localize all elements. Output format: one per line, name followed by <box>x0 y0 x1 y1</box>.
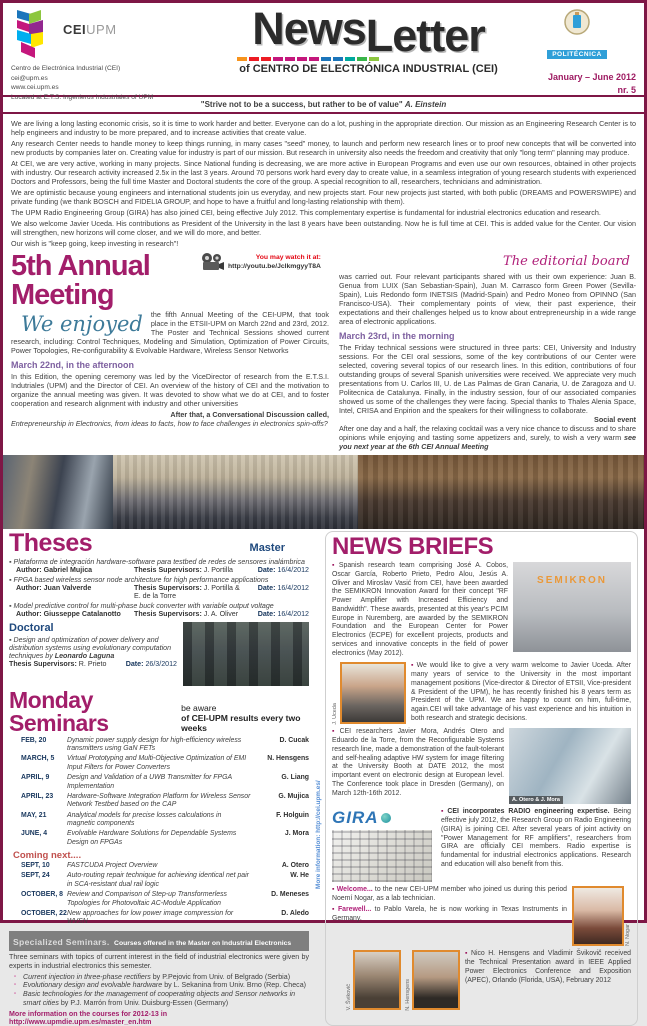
seminar-date: APRIL, 9 <box>21 774 50 781</box>
social-text-italic: see you next year at the 6th CEI Annual Meeting <box>339 433 636 451</box>
specialized-bar-title: Specialized Seminars. <box>13 936 110 947</box>
carried-out-text: was carried out. Four relevant participants shared with us their own experience: Juan B. Genua from LUIX (San Sebastian-Spain), Juan M. Carrasco form Green Power (Sevilla-Spain), Luis Redondo form INETSIS (Madrid-Spain) and Pedro Moneo from OPINNO (San Francisco-USA). Their complementary points of view, their past experience, their expectations and their challenges helped us to know about entrepreneurship in a wide range area of electronic applications. <box>339 272 636 326</box>
brief-text-body: We would like to give a very warm welcome to Javier Uceda. After many years of service to the University in the most important management positions (Vice-director & Director of ETSII, Vice-president & President of the UPM), he has recently finished his 8 years term as President of the UPM. We are happy to count on him, full-time, again.CEI will take advantage of his vast experience and his intuition in both research and strategic decisions. <box>411 662 631 723</box>
specialized-seminars-bar <box>9 931 309 951</box>
nogar-portrait-photo <box>572 886 624 946</box>
doctoral-defense-photo <box>183 622 309 686</box>
thesis-title: ▪ Plataforma de integración hardware-software para testbed de redes de sensores inalámbrica <box>9 558 305 566</box>
courses-more-info-link[interactable]: More information on the courses for 2012-13 in http://www.upmdie.upm.es/master_en.htm <box>9 1010 168 1026</box>
seminar-speaker: F. Holguin <box>276 811 309 819</box>
upm-crest-icon <box>564 8 590 38</box>
seminar-speaker: D. Meneses <box>271 890 309 898</box>
date-label: Date: <box>125 660 144 668</box>
bottom-left-column <box>9 531 321 1026</box>
news-briefs-box <box>325 531 638 1026</box>
seminar-title: Hardware-Software Integration Platform for Wireless Sensor Network Testbed based on the CAP <box>67 792 251 809</box>
title-news: News <box>252 3 366 54</box>
intro-paragraph: We are living a long lasting economic crisis, so it is time to work harder and better. Everyone can do a lot, pushing in the appropriate direction. Our mission as an Engineering Research Center is to help engineers and industry to be more prepared, and to increase activities that create value. <box>11 119 636 137</box>
brief-text-body: Being effective july 2012, the Research Group on Radio Engineering (GIRA) is joining CEI. After several years of joint activity on "Power Management for RF amplifiers", researchers from GIRA are officially CEI members. Radio expertise is fundamental for industrial electronics applications. Research and education will also benefit from this. <box>441 808 631 869</box>
thesis-supervisors: J. A. Oliver <box>203 610 239 618</box>
org-line: Located at E.T.S. Ingenieros Industriales of UPM <box>11 93 154 101</box>
thesis-date: 16/4/2012 <box>277 610 309 618</box>
seminar-title: Review and Comparison of Step-up Transformerless Topologies for Photovoltaic AC-Module Application <box>67 890 227 907</box>
seminar-date: OCTOBER, 8 <box>21 890 63 898</box>
bottom-section <box>3 529 644 1026</box>
seminar-date: SEPT, 24 <box>21 872 50 880</box>
specialized-intro: Three seminars with topics of current interest in the field of industrial electronics were given by experts in industrial electronics this semester. <box>9 952 309 970</box>
doctoral-block <box>9 620 309 686</box>
discussion-title: Entrepreneurship in Electronics, from ideas to facts, how to face challenges in electronics spin-offs? <box>11 419 328 428</box>
master-label: Master <box>249 542 285 554</box>
news-brief-semikron <box>332 562 631 658</box>
svikovic-portrait-photo <box>353 950 401 1010</box>
specialized-item: ▫ Evolutionary design and evolvable hardware by L. Sekanina from Univ. Brno (Rep. Checa) <box>14 981 307 990</box>
svikovic-photo-label: V. Švikovič <box>346 984 352 1011</box>
photo-strip <box>3 455 644 529</box>
seminar-title: Auto-routing repair technique for achieving identical net pair in SCA-resistant dual rail logic <box>67 872 249 888</box>
seminar-speaker: G. Mujica <box>278 792 309 800</box>
specialized-item: ▫ Current injection in three-phase rectifiers by P.Pejovic from Univ. of Belgrado (Serbia) <box>14 972 291 981</box>
seminar-title: Virtual Prototyping and Multi-Objective Optimization of EMI Input Filters for Power Converters <box>67 755 247 771</box>
social-event-text <box>339 424 636 451</box>
seminar-speaker: J. Mora <box>284 830 309 838</box>
specialized-item: ▫ Basic technologies for the management of cooperating objects and Sensor networks in smart cities by P.J. Marrón from Univ. Duisburg-Essen (Germany) <box>14 990 296 1008</box>
author-label: Author: <box>16 584 42 592</box>
supervisors-label: Thesis Supervisors: <box>134 566 202 574</box>
date-booth-photo <box>509 728 631 804</box>
doctoral-author: Leonardo Laguna <box>54 652 115 660</box>
issue-info <box>518 71 636 96</box>
header-left <box>11 8 219 101</box>
social-text: After one day and a half, the relaxing cocktail was a very nice chance to discuss and to share opinions while enjoying and tasting some appetizers and, surely, to wish a very warm <box>339 424 636 442</box>
thesis-title-text: FPGA based wireless sensor node architecture for high performance applications <box>13 576 269 584</box>
quote-author: A. Einstein <box>404 100 447 109</box>
specialized-item-title: Current injection in three-phase rectifiers <box>23 972 151 981</box>
intro-paragraph: At CEI, we are very active, working in many projects. Since National funding is decreasing, we are more active in European Programs and even use our own resources, obtained in other projects with industry. Our research activity increased 2.5x in the last 3 years. Around 70 persons work hard every day to create value, in a seamless integration of young research students with experienced Doctors and Professors, being the full time Master and Doctoral students the core of the group. A special recognition to all, researchers, technicians and administration. <box>11 159 636 186</box>
intro-paragraph: The UPM Radio Engineering Group (GIRA) has also joined CEI, being effective July 2012. This complementary expertise is fundamental for industrial electronics education and research. <box>11 208 601 217</box>
annual-meeting-title: 5th Annual Meeting <box>11 250 150 311</box>
seminar-speaker: D. Cucak <box>279 736 309 744</box>
specialized-item-title: Evolutionary design and evolvable hardware <box>23 981 163 990</box>
specialized-bar-subtitle: Courses offered in the Master on Industrial Electronics <box>114 939 292 947</box>
logo-cei-text: CEI <box>63 22 87 37</box>
gira-images-block <box>332 808 436 882</box>
brief-text: ▪ We would like to give a very warm welcome to Javier Uceda. After many years of service to the University in the most important management positions (Vice-director & Director of ETSII, Vice-president & President of the UPM), he has recently finished his 8 years term as President of the UPM. We are happy to count on him, full-time, again.CEI will take advantage of his vast experience and his intuition in both research and strategic decisions. <box>411 662 631 723</box>
seminar-title: FASTCUDA Project Overview <box>67 862 158 869</box>
gira-logo <box>332 808 436 828</box>
coming-next-heading: Coming next.... <box>13 849 82 861</box>
seminar-date: MARCH, 5 <box>21 755 55 763</box>
award-photos-block <box>346 950 460 1010</box>
seminar-speaker: W. He <box>290 872 309 880</box>
seminar-row <box>9 910 309 927</box>
semikron-photo-caption: SEMIKRON <box>537 575 607 586</box>
intro-paragraph: We also welcome Javier Uceda. His contributions as President of the University in the last 8 years have been outstanding. Now he is full time at CEI. This is added value for the Center. Our vision will strengthen, new horizons will come closer, and we will do more, and better. <box>11 219 636 237</box>
seminar-speaker: D. Aledo <box>281 909 309 917</box>
politecnica-badge: POLITÉCNICA <box>547 50 607 59</box>
logo-upm-text: UPM <box>86 22 117 37</box>
thesis-title-text: Model predictive control for multi-phase buck converter with variable output voltage <box>13 602 274 610</box>
author-label: Author: <box>16 566 42 574</box>
seminar-speaker: A. Otero <box>281 862 309 869</box>
seminar-row <box>9 862 309 871</box>
thesis-author: Juan Valverde <box>43 584 92 592</box>
cei-upm-logo-icon <box>11 8 57 60</box>
seminar-row <box>9 737 309 754</box>
hensgens-portrait-photo <box>412 950 460 1010</box>
gira-globe-icon <box>381 813 391 823</box>
org-website[interactable]: www.cei.upm.es <box>11 84 59 92</box>
header <box>3 3 644 101</box>
editorial-intro <box>3 114 644 251</box>
org-address <box>11 64 219 102</box>
news-brief-uceda <box>332 662 631 724</box>
intro-paragraph: We are optimistic because young engineers and international students join us everyday, and new projects start. Four new projects just started, with both public (DREAMS and POWERSWIPE) and private funding (we thank BOSCH and FIDELIA GROUP, and hope to have a fruitful and long-lasting relationship with them). <box>11 188 636 206</box>
seminar-title: Analytical models for precise losses calculations in magnetic components <box>67 811 222 828</box>
uceda-portrait-photo <box>340 662 406 724</box>
tagline-results: of CEI-UPM results every two weeks <box>181 713 301 734</box>
social-event-heading: Social event <box>594 415 636 424</box>
seminar-title: New approaches for low power image compression for WVSN <box>67 909 234 926</box>
supervisors-label: Thesis Supervisors: <box>134 610 202 618</box>
seminar-title: Evolvable Hardware Solutions for Dependable Systems Design on FPGAs <box>67 830 237 846</box>
seminar-row <box>9 774 309 791</box>
brief-text: ▪ Nico H. Hensgens and Vladimir Švikovič received the Technical Presentation award in IEEE Applied Power Electronics Conference and Exposition (APEC), Orlando (Florida, USA), February 2012 <box>465 950 631 984</box>
semikron-award-photo <box>513 562 631 652</box>
nogar-photo-label: N. Nogar <box>625 924 631 947</box>
we-enjoyed-script: We enjoyed <box>21 312 143 336</box>
date-label: Date: <box>257 566 276 574</box>
farewell-lead: Farewell... <box>337 905 372 913</box>
intro-paragraph: Our wish is "keep going, keep investing in research"! <box>11 239 179 248</box>
thesis-supervisors: J. Portilla & E. de la Torre <box>134 584 240 600</box>
march23-heading: March 23rd, in the morning <box>339 331 455 341</box>
monday-seminars-title: Monday Seminars <box>9 687 109 736</box>
author-label: Author: <box>16 610 42 618</box>
march23-text: The Friday technical sessions were structured in three parts: CEI, University and Industry sessions. For the CEI oral sessions, some of the key contributions of our Center were selected, covering several topics of our research lines. In this edition, contributions of four outstanding groups of several Spanish universities were received. We appreciate very much presentations from U. Carlos III, U. de Las Palmas de Gran Canaria, U. de Zaragoza and U. Politecnica de Catalunya. Finally, in the industry session, four of our associated companies showed us some of the challenges they were facing. Special thanks to Thales Alenia Space, Intel, CRISA and Enpirion and the speakers for their willingness to collaborate. <box>339 343 636 415</box>
brief-text: ▪ CEI incorporates RADIO engineering expertise. Being effective july 2012, the Research Group on Radio Engineering (GIRA) is joining CEI. After several years of joint activity on "Power Management for RF amplifiers", researchers from GIRA are officially CEI members. Radio expertise is fundamental for industrial electronics applications. Research and education will also benefit from this. <box>441 808 631 869</box>
brief-text-body: to the new CEI-UPM member who joined us during this period Noemí Nogar, as a lab technician. <box>332 886 567 903</box>
auditorium-photo <box>358 455 644 529</box>
specialized-item-detail: by L. Sekanina from Univ. Brno (Rep. Checa) <box>164 981 307 990</box>
annual-intro-text: the fifth Annual Meeting of the CEI-UPM, that took place in the ETSII-UPM on March 22nd and 23rd, 2012. The Poster and Technical Sessions showed current research, including: Control Techniques, Modeling and Simulation, Optimization of Power Circuits, Power Topologies, Re-configurability & Evolvable Hardware, Wireless Sensor Networks <box>11 310 329 355</box>
tagline-be-aware: be aware <box>181 703 217 714</box>
seminar-date: FEB, 20 <box>21 736 47 744</box>
specialized-item-detail: by P.J. Marrón from Univ. Duisburg-Essen (Germany) <box>60 999 229 1008</box>
march22-heading: March 22nd, in the afternoon <box>11 360 135 370</box>
thesis-date: 16/4/2012 <box>277 584 309 592</box>
brief-text-body: CEI researchers Javier Mora, Andrés Otero and Eduardo de la Torre, from the Reconfigurable Systems research line, made a demonstration of the fault-tolerant and self-healing adaptive HW system for image filtering at the University Booth at DATE 2012, the most important event on electronic design at European level. The Conference took place in Dresden (Germany), on March 12th-16th 2012. <box>332 728 504 797</box>
brief-lead: CEI incorporates RADIO engineering expertise. <box>447 808 610 816</box>
uceda-photo-label: J. Uceda <box>332 702 338 725</box>
thesis-title-text: Plataforma de integración hardware-software para testbed de redes de sensores inalámbrica <box>13 558 305 566</box>
pcb-board-photo <box>332 830 432 882</box>
group-photo <box>113 455 358 529</box>
seminar-date: JUNE, 4 <box>21 830 48 838</box>
thesis-author: Gabriel Mujica <box>43 566 93 574</box>
brief-text-body: Spanish research team comprising José A. Cobos, Oscar García, Roberto Prieto, Pedro Alou, Jesús A. Oliver and Miroslav Vasić from CEI, have been awarded the SEMIKRON Innovation Award for their concept "RF Power Amplifier with Increased Efficiency and Bandwidth". These awards, presented at this year's PCIM Europe in Nuremberg, are awarded by the SEMIKRON Foundation and the European Center for Power Electronics (ECPE) for excellent projects, products and services and innovative concepts in the field of power electronics (May 2012). <box>332 562 508 657</box>
issue-date: January – June 2012 <box>547 72 636 82</box>
news-brief-date2012 <box>332 728 631 804</box>
issue-number: nr. 5 <box>617 84 636 95</box>
thesis-title: ▪ FPGA based wireless sensor node architecture for high performance applications <box>9 576 269 584</box>
specialized-item-detail: by P.Pejovic from Univ. of Belgrado (Serbia) <box>152 972 291 981</box>
seminar-row <box>9 830 309 847</box>
news-brief-apec-award <box>332 950 631 1010</box>
date-label: Date: <box>257 610 276 618</box>
watch-block <box>199 252 329 274</box>
seminar-title: Dynamic power supply design for high-efficiency wireless transmitters using GaN FETs <box>67 736 242 753</box>
cei-website-vertical-link[interactable]: More information: http://cei.upm.es/ <box>315 780 322 889</box>
supervisors-label: Thesis Supervisors: <box>134 584 202 592</box>
master-thesis-item <box>9 576 309 600</box>
quote-text: "Strive not to be a success, but rather to be of value" <box>200 100 403 109</box>
seminar-row <box>9 793 309 810</box>
brief-text: ▪ CEI researchers Javier Mora, Andrés Otero and Eduardo de la Torre, from the Reconfigurable Systems research line, made a demonstration of the fault-tolerant and self-healing adaptive HW system for image filtering at the University Booth at DATE 2012, the most important event on electronic design at European level. The Conference took place in Dresden (Germany), on March 12th-16th 2012. <box>332 728 504 797</box>
hensgens-photo-label: N. Hensgens <box>405 978 411 1011</box>
thesis-supervisors: J. Portilla <box>203 566 233 574</box>
org-line: Centro de Electrónica Industrial (CEI) <box>11 65 121 72</box>
doctoral-supervisors: R. Prieto <box>78 660 107 668</box>
doctoral-thesis-title: ▪ Design and optimization of power delivery and distribution systems using evolutionary computation techniques by Leonardo Laguna <box>9 636 172 660</box>
annual-meeting-left <box>11 252 329 451</box>
welcome-lead: Welcome... <box>336 886 373 894</box>
uceda-photo-block <box>332 662 406 724</box>
by-label: by <box>45 652 53 660</box>
news-brief-welcome <box>332 886 631 946</box>
org-email[interactable]: cei@upm.es <box>11 74 48 82</box>
editorial-board-signature: The editorial board <box>503 254 630 269</box>
doctoral-label: Doctoral <box>9 622 54 634</box>
seminar-title: Design and Validation of a UWB Transmitter for FPGA Implementation <box>67 774 232 790</box>
march22-text: In this Edition, the opening ceremony was led by the ViceDirector of research from the E.T.S.I. Indutriales (UPM) and the Director of CEI. An overview of the history of CEI and the motivation to organize the annual meeting was given. It was devoted to show what we do at CEI, and to foster cooperation and research alignment with industry and other universities <box>11 372 329 408</box>
date-photo-label: A. Otero & J. Mora <box>509 796 563 804</box>
thesis-date: 16/4/2012 <box>277 566 309 574</box>
nogar-photo-block <box>572 886 631 946</box>
specialized-item-title: Basic technologies for the management of cooperating objects and Sensor networks in smart cities <box>23 990 296 1008</box>
seminar-row <box>9 891 309 908</box>
seminar-row <box>9 812 309 829</box>
seminar-row <box>9 872 309 889</box>
title-letter: Letter <box>365 10 485 61</box>
logo-wordmark <box>63 22 117 37</box>
date-label: Date: <box>257 584 276 592</box>
after-that-line: After that, a Conversational Discussion called, <box>170 410 329 419</box>
seminar-date: APRIL, 23 <box>21 792 54 800</box>
master-thesis-item <box>9 602 309 618</box>
brief-text-body: Nico H. Hensgens and Vladimir Švikovič received the Technical Presentation award in IEEE Applied Power Electronics Conference and Exposition (APEC), Orlando (Florida, USA), February 2012 <box>465 950 631 984</box>
newsletter-subtitle: of CENTRO DE ELECTRÓNICA INDUSTRIAL (CEI) <box>239 63 498 76</box>
seminar-date: SEPT, 10 <box>21 862 50 869</box>
intro-paragraph: Any research Center needs to handle money to keep things running, in many cases "seed" money, to launch and perform new research lines or to proof new concepts that will be converted into new products by companies later on. Creating value for industry is part of our mission. But research in university also needs the freedom and creativity that only "long term" planning may produce. <box>11 139 636 157</box>
header-center <box>219 3 518 95</box>
supervisors-label: Thesis Supervisors: <box>9 660 77 668</box>
doctoral-title-text: Design and optimization of power delivery and distribution systems using evolutionary computation techniques <box>9 636 172 660</box>
annual-meeting-right <box>339 252 636 451</box>
seminar-date: MAY, 21 <box>21 811 47 819</box>
seminar-row <box>9 755 309 772</box>
seminar-date: OCTOBER, 22 <box>21 909 67 917</box>
master-thesis-item <box>9 558 309 574</box>
header-right <box>518 8 636 95</box>
theses-title: Theses <box>9 529 93 557</box>
thesis-title: ▪ Model predictive control for multi-phase buck converter with variable output voltage <box>9 602 274 610</box>
farewell-text: to Pablo Varela, he is now working in Texas Instruments in Germany. <box>332 905 567 922</box>
doctoral-date: 26/3/2012 <box>145 660 177 668</box>
discussion-photo <box>3 455 113 529</box>
news-brief-gira <box>332 808 631 882</box>
brief-text: ▪ Welcome... to the new CEI-UPM member who joined us during this period Noemí Nogar, as a lab technician. ▪ Farewell... to Pablo Varela, he is now working in Texas Instruments in Germany. <box>332 886 567 922</box>
annual-meeting-section <box>3 251 644 451</box>
thesis-author: Giusseppe Catalanotto <box>43 610 121 618</box>
monday-seminars-tagline <box>181 704 309 735</box>
news-briefs-title: NEWS BRIEFS <box>332 533 494 560</box>
brief-text: ▪ Spanish research team comprising José A. Cobos, Oscar García, Roberto Prieto, Pedro Alou, Jesús A. Oliver and Miroslav Vasić from CEI, have been awarded the SEMIKRON Innovation Award for their concept "RF Power Amplifier with Increased Efficiency and Bandwidth". These awards, presented at this year's PCIM Europe in Nuremberg, are awarded by the SEMIKRON Foundation and the European Center for Power Electronics (ECPE) for excellent projects, products and services and innovative concepts in the field of power electronics (May 2012). <box>332 562 508 657</box>
newsletter-title <box>219 3 518 61</box>
watch-url-link[interactable]: http://youtu.be/JclkmgyyT8A <box>228 263 321 270</box>
gira-logo-text: GIRA <box>332 808 379 828</box>
video-camera-icon <box>199 252 225 274</box>
seminar-speaker: G. Liang <box>281 774 309 781</box>
seminar-speaker: N. Hensgens <box>267 755 309 763</box>
watch-lead: You may watch it at: <box>255 254 321 262</box>
